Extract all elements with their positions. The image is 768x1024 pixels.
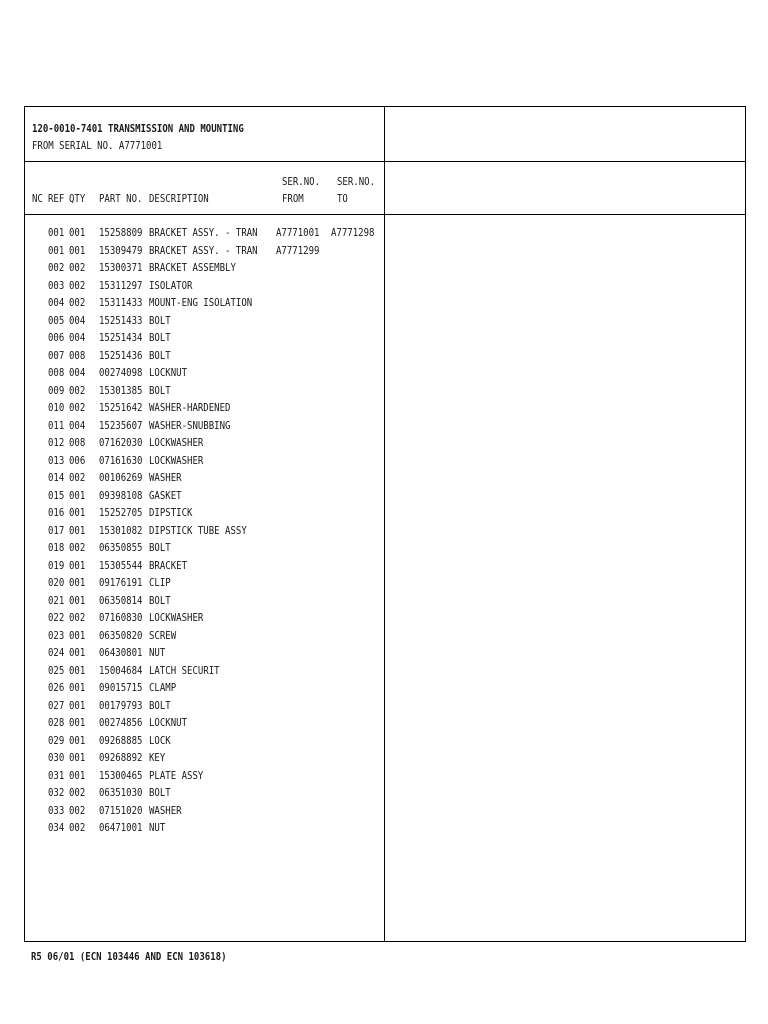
table-row bbox=[25, 437, 745, 451]
qty-cell: 001 bbox=[69, 716, 86, 729]
description-cell: BRACKET bbox=[149, 558, 188, 572]
description-cell: SCREW bbox=[149, 628, 177, 642]
table-row bbox=[25, 227, 745, 241]
part-no-cell: 15252705 bbox=[99, 506, 143, 519]
part-no-cell: 06471001 bbox=[99, 821, 143, 834]
part-no-cell: 15251436 bbox=[99, 348, 143, 362]
qty-cell: 001 bbox=[69, 698, 86, 712]
table-row bbox=[25, 542, 745, 556]
part-no-cell: 15301082 bbox=[99, 523, 143, 537]
table-row bbox=[25, 245, 745, 259]
table-row bbox=[25, 612, 745, 626]
description-cell: BOLT bbox=[149, 541, 171, 554]
qty-cell: 002 bbox=[69, 821, 86, 834]
description-cell: DIPSTICK bbox=[149, 506, 193, 519]
ref-cell: 018 bbox=[48, 541, 65, 554]
ref-cell: 022 bbox=[48, 611, 65, 624]
header-divider bbox=[25, 161, 745, 162]
qty-cell: 001 bbox=[69, 523, 86, 537]
ref-cell: 030 bbox=[48, 751, 65, 764]
table-row bbox=[25, 297, 745, 311]
table-row bbox=[25, 385, 745, 399]
table-row bbox=[25, 332, 745, 346]
description-cell: BOLT bbox=[149, 331, 171, 344]
ser-from-cell: A7771299 bbox=[276, 243, 320, 257]
qty-cell: 001 bbox=[69, 751, 86, 764]
qty-cell: 001 bbox=[69, 558, 86, 572]
part-no-cell: 15004684 bbox=[99, 663, 143, 677]
part-no-cell: 09268885 bbox=[99, 733, 143, 747]
qty-cell: 001 bbox=[69, 506, 86, 519]
table-row bbox=[25, 770, 745, 784]
ref-cell: 024 bbox=[48, 646, 65, 659]
table-row bbox=[25, 577, 745, 591]
description-cell: LOCKWASHER bbox=[149, 611, 204, 624]
description-cell: BRACKET ASSY. - TRAN bbox=[149, 226, 258, 239]
description-cell: BRACKET ASSEMBLY bbox=[149, 261, 236, 274]
ref-cell: 008 bbox=[48, 366, 65, 379]
ref-cell: 025 bbox=[48, 663, 65, 677]
part-no-cell: 06350820 bbox=[99, 628, 143, 642]
ref-cell: 015 bbox=[48, 488, 65, 502]
qty-cell: 001 bbox=[69, 226, 86, 239]
qty-cell: 004 bbox=[69, 418, 86, 432]
part-no-cell: 06351030 bbox=[99, 786, 143, 799]
ref-cell: 001 bbox=[48, 226, 65, 239]
description-cell: BOLT bbox=[149, 786, 171, 799]
col-to: TO bbox=[337, 192, 348, 205]
table-row bbox=[25, 507, 745, 521]
part-no-cell: 15251433 bbox=[99, 313, 143, 327]
description-cell: PLATE ASSY bbox=[149, 768, 204, 782]
table-row bbox=[25, 280, 745, 294]
column-header-divider bbox=[25, 214, 745, 215]
description-cell: ISOLATOR bbox=[149, 278, 193, 292]
part-no-cell: 00274856 bbox=[99, 716, 143, 729]
part-no-cell: 07151020 bbox=[99, 803, 143, 817]
ref-cell: 006 bbox=[48, 331, 65, 344]
part-no-cell: 15258809 bbox=[99, 226, 143, 239]
description-cell: LOCKNUT bbox=[149, 716, 188, 729]
ref-cell: 016 bbox=[48, 506, 65, 519]
table-row bbox=[25, 262, 745, 276]
part-no-cell: 15300465 bbox=[99, 768, 143, 782]
ser-from-cell: A7771001 bbox=[276, 226, 320, 239]
table-row bbox=[25, 472, 745, 486]
part-no-cell: 00179793 bbox=[99, 698, 143, 712]
ref-cell: 021 bbox=[48, 593, 65, 607]
part-no-cell: 07160830 bbox=[99, 611, 143, 624]
description-cell: WASHER bbox=[149, 471, 182, 484]
part-no-cell: 15311297 bbox=[99, 278, 143, 292]
description-cell: WASHER-HARDENED bbox=[149, 401, 231, 414]
qty-cell: 001 bbox=[69, 593, 86, 607]
table-row bbox=[25, 787, 745, 801]
col-ref: REF bbox=[48, 192, 65, 205]
part-no-cell: 06350855 bbox=[99, 541, 143, 554]
ref-cell: 019 bbox=[48, 558, 65, 572]
description-cell: MOUNT-ENG ISOLATION bbox=[149, 296, 253, 309]
table-row bbox=[25, 420, 745, 434]
qty-cell: 002 bbox=[69, 611, 86, 624]
ref-cell: 004 bbox=[48, 296, 65, 309]
part-no-cell: 09176191 bbox=[99, 576, 143, 589]
table-row bbox=[25, 367, 745, 381]
qty-cell: 001 bbox=[69, 646, 86, 659]
description-cell: WASHER bbox=[149, 803, 182, 817]
ref-cell: 013 bbox=[48, 453, 65, 467]
description-cell: LOCKNUT bbox=[149, 366, 188, 379]
ref-cell: 012 bbox=[48, 436, 65, 449]
table-row bbox=[25, 560, 745, 574]
description-cell: BOLT bbox=[149, 698, 171, 712]
description-cell: KEY bbox=[149, 751, 166, 764]
ref-cell: 009 bbox=[48, 383, 65, 397]
ref-cell: 027 bbox=[48, 698, 65, 712]
ref-cell: 014 bbox=[48, 471, 65, 484]
ref-cell: 026 bbox=[48, 681, 65, 694]
qty-cell: 002 bbox=[69, 786, 86, 799]
table-row bbox=[25, 350, 745, 364]
table-row bbox=[25, 682, 745, 696]
qty-cell: 001 bbox=[69, 768, 86, 782]
ref-cell: 007 bbox=[48, 348, 65, 362]
col-from: FROM bbox=[282, 192, 304, 205]
description-cell: WASHER-SNUBBING bbox=[149, 418, 231, 432]
ref-cell: 023 bbox=[48, 628, 65, 642]
qty-cell: 002 bbox=[69, 261, 86, 274]
table-row bbox=[25, 665, 745, 679]
description-cell: NUT bbox=[149, 821, 166, 834]
table-row bbox=[25, 700, 745, 714]
qty-cell: 002 bbox=[69, 541, 86, 554]
part-no-cell: 09268892 bbox=[99, 751, 143, 764]
table-row bbox=[25, 455, 745, 469]
table-row bbox=[25, 630, 745, 644]
ref-cell: 032 bbox=[48, 786, 65, 799]
table-row bbox=[25, 752, 745, 766]
ref-cell: 029 bbox=[48, 733, 65, 747]
table-row bbox=[25, 315, 745, 329]
qty-cell: 001 bbox=[69, 681, 86, 694]
table-row bbox=[25, 735, 745, 749]
description-cell: LOCKWASHER bbox=[149, 436, 204, 449]
ref-cell: 017 bbox=[48, 523, 65, 537]
part-no-cell: 06430801 bbox=[99, 646, 143, 659]
qty-cell: 001 bbox=[69, 733, 86, 747]
description-cell: BOLT bbox=[149, 348, 171, 362]
part-no-cell: 15251642 bbox=[99, 401, 143, 414]
description-cell: BRACKET ASSY. - TRAN bbox=[149, 243, 258, 257]
table-row bbox=[25, 805, 745, 819]
description-cell: BOLT bbox=[149, 313, 171, 327]
ref-cell: 003 bbox=[48, 278, 65, 292]
description-cell: BOLT bbox=[149, 593, 171, 607]
part-no-cell: 07162030 bbox=[99, 436, 143, 449]
qty-cell: 008 bbox=[69, 348, 86, 362]
qty-cell: 008 bbox=[69, 436, 86, 449]
qty-cell: 001 bbox=[69, 243, 86, 257]
part-no-cell: 15305544 bbox=[99, 558, 143, 572]
qty-cell: 002 bbox=[69, 401, 86, 414]
description-cell: NUT bbox=[149, 646, 166, 659]
part-no-cell: 15311433 bbox=[99, 296, 143, 309]
col-ser-from-top: SER.NO. bbox=[282, 175, 321, 188]
part-no-cell: 15309479 bbox=[99, 243, 143, 257]
qty-cell: 004 bbox=[69, 313, 86, 327]
qty-cell: 001 bbox=[69, 576, 86, 589]
description-cell: DIPSTICK TUBE ASSY bbox=[149, 523, 247, 537]
description-cell: LOCK bbox=[149, 733, 171, 747]
description-cell: BOLT bbox=[149, 383, 171, 397]
col-description: DESCRIPTION bbox=[149, 192, 209, 205]
part-no-cell: 00106269 bbox=[99, 471, 143, 484]
ref-cell: 028 bbox=[48, 716, 65, 729]
description-cell: CLAMP bbox=[149, 681, 177, 694]
part-no-cell: 15300371 bbox=[99, 261, 143, 274]
part-no-cell: 15235607 bbox=[99, 418, 143, 432]
col-nc: NC bbox=[32, 192, 43, 205]
table-row bbox=[25, 822, 745, 836]
document-title: 120-0010-7401 TRANSMISSION AND MOUNTING bbox=[32, 122, 244, 135]
ref-cell: 005 bbox=[48, 313, 65, 327]
ref-cell: 031 bbox=[48, 768, 65, 782]
qty-cell: 006 bbox=[69, 453, 86, 467]
part-no-cell: 07161630 bbox=[99, 453, 143, 467]
table-row bbox=[25, 402, 745, 416]
col-ser-to-top: SER.NO. bbox=[337, 175, 376, 188]
description-cell: LOCKWASHER bbox=[149, 453, 204, 467]
description-cell: CLIP bbox=[149, 576, 171, 589]
part-no-cell: 15301385 bbox=[99, 383, 143, 397]
revision-note: R5 06/01 (ECN 103446 AND ECN 103618) bbox=[31, 950, 227, 963]
qty-cell: 002 bbox=[69, 803, 86, 817]
table-row bbox=[25, 490, 745, 504]
qty-cell: 002 bbox=[69, 383, 86, 397]
table-row bbox=[25, 595, 745, 609]
qty-cell: 001 bbox=[69, 628, 86, 642]
part-no-cell: 00274098 bbox=[99, 366, 143, 379]
table-row bbox=[25, 525, 745, 539]
ref-cell: 034 bbox=[48, 821, 65, 834]
ref-cell: 010 bbox=[48, 401, 65, 414]
qty-cell: 002 bbox=[69, 471, 86, 484]
parts-list-frame bbox=[24, 106, 746, 942]
part-no-cell: 09398108 bbox=[99, 488, 143, 502]
ref-cell: 011 bbox=[48, 418, 65, 432]
qty-cell: 002 bbox=[69, 296, 86, 309]
ser-to-cell: A7771298 bbox=[331, 226, 375, 239]
description-cell: LATCH SECURIT bbox=[149, 663, 220, 677]
serial-range: FROM SERIAL NO. A7771001 bbox=[32, 139, 163, 152]
ref-cell: 020 bbox=[48, 576, 65, 589]
part-no-cell: 06350814 bbox=[99, 593, 143, 607]
description-cell: GASKET bbox=[149, 488, 182, 502]
qty-cell: 004 bbox=[69, 331, 86, 344]
part-no-cell: 09015715 bbox=[99, 681, 143, 694]
ref-cell: 001 bbox=[48, 243, 65, 257]
col-part-no: PART NO. bbox=[99, 192, 143, 205]
ref-cell: 033 bbox=[48, 803, 65, 817]
part-no-cell: 15251434 bbox=[99, 331, 143, 344]
qty-cell: 004 bbox=[69, 366, 86, 379]
qty-cell: 001 bbox=[69, 663, 86, 677]
table-row bbox=[25, 717, 745, 731]
qty-cell: 001 bbox=[69, 488, 86, 502]
table-row bbox=[25, 647, 745, 661]
qty-cell: 002 bbox=[69, 278, 86, 292]
col-qty: QTY bbox=[69, 192, 86, 205]
ref-cell: 002 bbox=[48, 261, 65, 274]
